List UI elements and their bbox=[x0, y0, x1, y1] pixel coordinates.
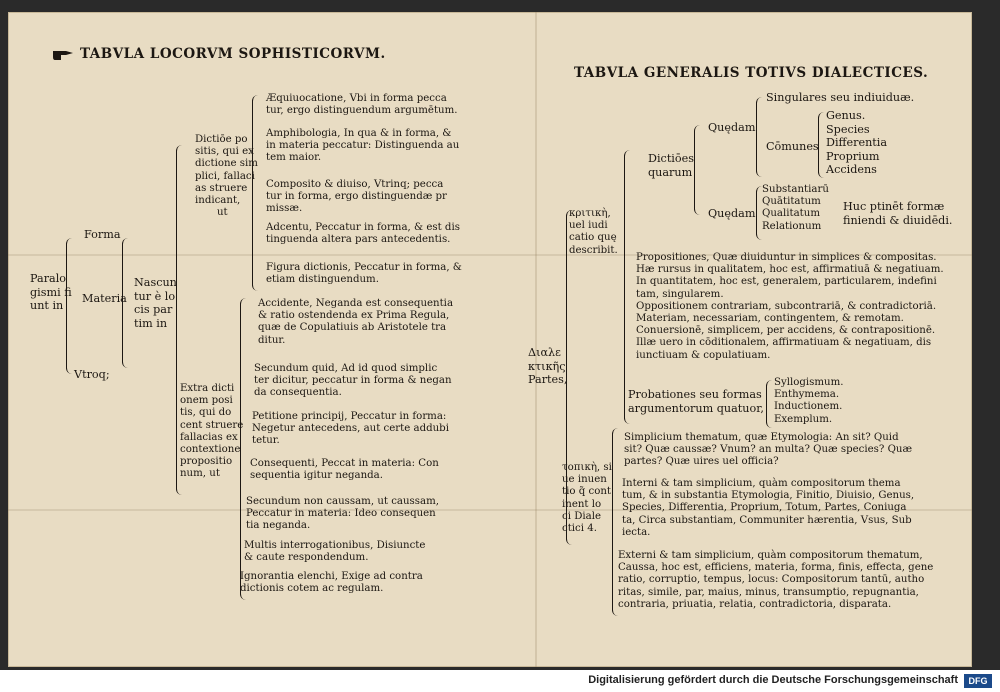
topike-item: Interni & tam simplicium, quàm compositorum thema tum, & in substantia Etymologia, Finitio, Diuisio, Genus, Species, Differentia, Proprium, Totum, Partes, Coniuga ta, Circa substantiam, Communiter hærentia, Vsus, Sub iecta. bbox=[622, 478, 915, 538]
topike-item: Externi & tam simplicium, quàm compositorum thematum, Caussa, hoc est, efficiens, materia, forma, finis, effecta, gene ratio, corruptio, tempus, locus: Compositorum tantū, autho ritas, simile, par, maius, minus, transumptio, repugnantia, contraria, priuatia, relatia, contradictoria, disparata. bbox=[618, 550, 934, 610]
dictione-label: Dictiōe po sitis, qui ex dictione sim plici, fallaci as struere indicant, ut bbox=[195, 134, 258, 219]
right-title: TABVLA GENERALIS TOTIVS DIALECTICES. bbox=[574, 65, 929, 81]
dictiones-label: Dictiōes quarum bbox=[648, 152, 694, 179]
footer-bar bbox=[0, 670, 1000, 692]
topike-label: τοπικὴ, si ue inuen tio q̃ cont inent lo ci Diale ctici 4. bbox=[562, 462, 612, 535]
brace bbox=[624, 150, 635, 424]
right-root: Διαλε κτικῆς Partes, bbox=[528, 346, 568, 386]
fallacy-item: Adcentu, Peccatur in forma, & est dis tinguenda altera pars antecedentis. bbox=[266, 222, 460, 246]
extra-label: Extra dicti onem posi tis, qui do cent struere fallacias ex contextione propositio num, ut bbox=[180, 383, 244, 480]
utroque-label: Vtroq; bbox=[74, 368, 110, 381]
fallacy-item: Figura dictionis, Peccatur in forma, & etiam distinguendum. bbox=[266, 262, 462, 286]
topike-item: Simplicium thematum, quæ Etymologia: An sit? Quid sit? Quæ caussæ? Vnum? an multa? Quæ species? Quæ partes? Quæ uires uel officia? bbox=[624, 432, 913, 468]
brace bbox=[252, 95, 263, 291]
singulares-label: Singulares seu indiuiduæ. bbox=[766, 91, 915, 104]
fallacy-item: Multis interrogationibus, Disiuncte & caute respondendum. bbox=[244, 540, 426, 564]
fallacy-item: Petitione principij, Peccatur in forma: Negetur antecedens, aut certe addubi tetur. bbox=[252, 411, 449, 447]
left-title: TABVLA LOCORVM SOPHISTICORVM. bbox=[80, 46, 386, 62]
quedam-label: Quędam bbox=[708, 207, 756, 220]
fold-line bbox=[535, 12, 537, 667]
communes-label: Cōmunes bbox=[766, 140, 819, 153]
probationes-list: Syllogismum. Enthymema. Inductionem. Exemplum. bbox=[774, 377, 844, 425]
fallacy-item: Ignorantia elenchi, Exige ad contra dictionis cotem ac regulam. bbox=[240, 571, 423, 595]
huc-label: Huc ptinēt formæ finiendi & diuidēdi. bbox=[843, 200, 953, 227]
materia-label: Materia bbox=[82, 292, 127, 305]
brace bbox=[818, 112, 825, 178]
communes-list: Genus. Species Differentia Proprium Accidens bbox=[826, 109, 888, 176]
propositiones-block: Propositiones, Quæ diuiduntur in simplices & compositas. Hæ rursus in qualitatem, hoc est, affirmatiuā & negatiuam. In quantitatem, hoc est, generalem, particularem, indefini tam, singularem. Oppositionem contrariam, subcontrariā, & contradictoriā. Materiam, necessariam, contingentem, & remotam. Conuersionē, simplicem, per accidens, & contrapositionē. Illæ uero in cōditionalem, affirmatiuam & negatiuam, dis iunctiuam & copulatiuam. bbox=[636, 252, 944, 361]
fallacy-item: Consequenti, Peccat in materia: Con sequentia igitur neganda. bbox=[250, 458, 439, 482]
brace bbox=[756, 97, 765, 177]
quedam-label: Quędam bbox=[708, 121, 756, 134]
fallacy-item: Æquiuocatione, Vbi in forma pecca tur, ergo distinguendum argumētum. bbox=[266, 93, 458, 117]
footer-credit: Digitalisierung gefördert durch die Deutsche Forschungsgemeinschaft bbox=[588, 674, 958, 686]
brace bbox=[122, 238, 131, 368]
nascuntur-label: Nascun tur è lo cis par tim in bbox=[134, 276, 177, 330]
kritike-label: κριτικὴ, uel iudi catio quę describit. bbox=[569, 208, 618, 256]
dfg-logo: DFG bbox=[964, 674, 992, 688]
fallacy-item: Accidente, Neganda est consequentia & ratio ostendenda ex Prima Regula, quæ de Copulatiuis ab Aristotele tra ditur. bbox=[258, 298, 454, 346]
pointing-hand-icon bbox=[52, 48, 74, 61]
fallacy-item: Composito & diuiso, Vtrinq; pecca tur in forma, ergo distinguendæ pr missæ. bbox=[266, 179, 447, 215]
fallacy-item: Secundum non caussam, ut caussam, Peccatur in materia: Ideo consequen tia neganda. bbox=[246, 496, 439, 532]
brace bbox=[694, 125, 705, 215]
brace bbox=[766, 380, 773, 428]
forma-label: Forma bbox=[84, 228, 121, 241]
fallacy-item: Amphibologia, In qua & in forma, & in materia peccatur: Distinguenda au tem maior. bbox=[266, 128, 460, 164]
left-root: Paralo gismi fi unt in bbox=[30, 272, 72, 312]
probationes-label: Probationes seu formas argumentorum quatuor, bbox=[628, 388, 764, 415]
substantiarum-list: Substantiarū Quātitatum Qualitatum Relationum bbox=[762, 184, 829, 232]
brace bbox=[66, 238, 77, 374]
fallacy-item: Secundum quid, Ad id quod simplic ter dicitur, peccatur in forma & negan da consequentia. bbox=[254, 363, 452, 399]
